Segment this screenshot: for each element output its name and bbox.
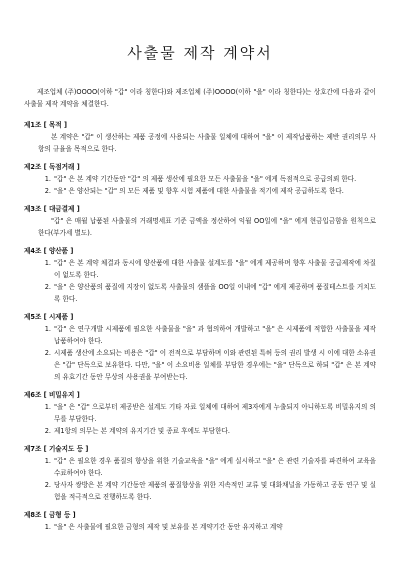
item-number: 2.: [44, 349, 51, 357]
article-items: [24, 455, 376, 503]
article-3: [24, 203, 376, 239]
item-number: 1.: [44, 523, 51, 531]
bracket-open: [: [41, 205, 49, 213]
bracket-close: ]: [74, 163, 80, 171]
document-title: 사출물 제작 계약서: [127, 44, 273, 62]
item-text: "갑" 은 필요한 경우 품질의 향상을 위한 기술교육을 "을" 에게 실시하고 "을" 은 관련 기술자를 파견하여 교육을 수료하여야 한다.: [54, 457, 376, 477]
article-number: 제1조: [24, 121, 42, 129]
list-item: [38, 521, 376, 533]
article-heading: [24, 311, 376, 323]
article-title: 독점거래: [48, 163, 75, 171]
bracket-open: [: [41, 313, 49, 321]
article-heading: [24, 203, 376, 215]
item-text: 제1항의 의무는 본 계약의 유지기간 및 종료 후에도 부담한다.: [54, 427, 230, 435]
item-number: 1.: [44, 325, 51, 333]
article-heading: [24, 389, 376, 401]
bracket-close: ]: [83, 445, 89, 453]
bracket-close: ]: [70, 511, 76, 519]
article-heading: [24, 245, 376, 257]
item-number: 2.: [44, 427, 51, 435]
article-heading: [24, 119, 376, 131]
bracket-close: ]: [68, 313, 74, 321]
article-items: [24, 323, 376, 383]
list-item: [38, 425, 376, 437]
item-text: "갑" 은 본 계약 기간동안 "갑" 의 제품 생산에 필요한 모든 사출물을 "을" 에게 독점적으로 공급의뢰 한다.: [54, 175, 357, 183]
bracket-close: ]: [74, 391, 80, 399]
bracket-close: ]: [68, 247, 74, 255]
article-title: 시제품: [48, 313, 69, 321]
item-number: 2.: [44, 283, 51, 291]
articles-container: [24, 119, 376, 533]
article-1: [24, 119, 376, 155]
item-text: 시제품 생산에 소요되는 비용은 "갑" 이 전적으로 부담하며 이와 관련된 특허 등의 권리 발생 시 이에 대한 소유권은 "갑" 단독으로 보유한다. 다만, "을" 이 소요비용 일체를 부담한 경우에는 "을" 단독으로 하되 "갑" 은 본 계약의 유효기간 동안 무상의 사용권을 부여받는다.: [54, 349, 376, 381]
bracket-open: [: [41, 445, 49, 453]
bracket-open: [: [41, 247, 49, 255]
item-text: "을" 은 양산품의 품질에 지장이 없도록 사출물의 샘플을 OO일 이내에 "갑" 에게 제공하며 품질테스트를 거치도록 한다.: [54, 283, 376, 303]
article-number: 제6조: [24, 391, 42, 399]
article-number: 제5조: [24, 313, 42, 321]
article-7: [24, 443, 376, 503]
list-item: [38, 479, 376, 503]
article-items: [24, 401, 376, 437]
article-title: 양산품: [48, 247, 69, 255]
article-body: 본 계약은 "갑" 이 생산하는 제품 공정에 사용되는 사출물 일체에 대하여 "을" 이 제작납품하는 제반 권리의무 사항의 규율을 목적으로 한다.: [38, 133, 376, 153]
bracket-open: [: [41, 121, 49, 129]
list-item: [38, 455, 376, 479]
item-text: 당사자 쌍방은 본 계약 기간동안 제품의 품질향상을 위한 지속적인 교류 및 대화채널을 가동하고 공동 연구 및 실험을 적극적으로 진행하도록 한다.: [54, 481, 376, 501]
article-title: 기술지도 등: [48, 445, 84, 453]
article-title: 금형 등: [48, 511, 71, 519]
bracket-open: [: [41, 391, 49, 399]
item-text: "갑" 은 본 계약 체결과 동시에 양산품에 대한 사출물 설계도를 "을" 에게 제공하며 향후 사출물 공급제작에 차질이 없도록 한다.: [54, 259, 376, 279]
article-items: [24, 173, 376, 197]
article-4: [24, 245, 376, 305]
article-number: 제7조: [24, 445, 42, 453]
list-item: [38, 173, 376, 185]
article-heading: [24, 161, 376, 173]
article-number: 제4조: [24, 247, 42, 255]
bracket-close: ]: [74, 205, 80, 213]
article-8: [24, 509, 376, 533]
item-number: 1.: [44, 175, 51, 183]
bracket-open: [: [41, 163, 49, 171]
bracket-close: ]: [61, 121, 67, 129]
item-number: 1.: [44, 457, 51, 465]
article-number: 제3조: [24, 205, 42, 213]
item-text: "갑" 은 연구개발 시제품에 필요한 사출물을 "을" 과 협의하여 개발하고 "을" 은 시제품에 적합한 사출물을 제작납품하여야 한다.: [54, 325, 376, 345]
article-heading: [24, 509, 376, 521]
item-number: 1.: [44, 403, 51, 411]
item-number: 1.: [44, 259, 51, 267]
article-6: [24, 389, 376, 437]
list-item: [38, 281, 376, 305]
article-title: 대금결제: [48, 205, 75, 213]
list-item: [38, 257, 376, 281]
article-items: [24, 521, 376, 533]
list-item: [38, 401, 376, 425]
article-body: "갑" 은 매월 납품된 사출물의 거래명세표 기준 금액을 정산하여 익월 OO일에 "을" 에게 현금입금함을 원칙으로 한다(부가세 별도).: [38, 217, 376, 237]
item-number: 2.: [44, 187, 51, 195]
item-text: "을" 은 양산되는 "갑" 의 모든 제품 및 향후 시험 제품에 대한 사출물을 적기에 제작 공급하도록 한다.: [54, 187, 344, 195]
item-text: "을" 은 "갑" 으로부터 제공받은 설계도 기타 자료 일체에 대하여 제3자에게 누출되지 아니하도록 비밀유지의 의무를 부담한다.: [54, 403, 376, 423]
bracket-open: [: [41, 511, 49, 519]
article-2: [24, 161, 376, 197]
article-title: 목적: [48, 121, 62, 129]
article-items: [24, 257, 376, 305]
article-5: [24, 311, 376, 383]
article-title: 비밀유지: [48, 391, 75, 399]
list-item: [38, 185, 376, 197]
list-item: [38, 323, 376, 347]
item-text: "을" 은 사출물에 필요한 금형의 제작 및 보유를 본 계약기간 동안 유지하고 계약: [54, 523, 283, 531]
intro-paragraph: 제조업체 (주)OOOO(이하 "갑" 이라 칭한다)와 제조업체 (주)OOOO(이하 "을" 이라 칭한다)는 상호간에 다음과 같이 사출물 제작 계약을 체결한다.: [24, 88, 376, 108]
list-item: [38, 347, 376, 383]
item-number: 2.: [44, 481, 51, 489]
article-number: 제8조: [24, 511, 42, 519]
article-number: 제2조: [24, 163, 42, 171]
article-heading: [24, 443, 376, 455]
